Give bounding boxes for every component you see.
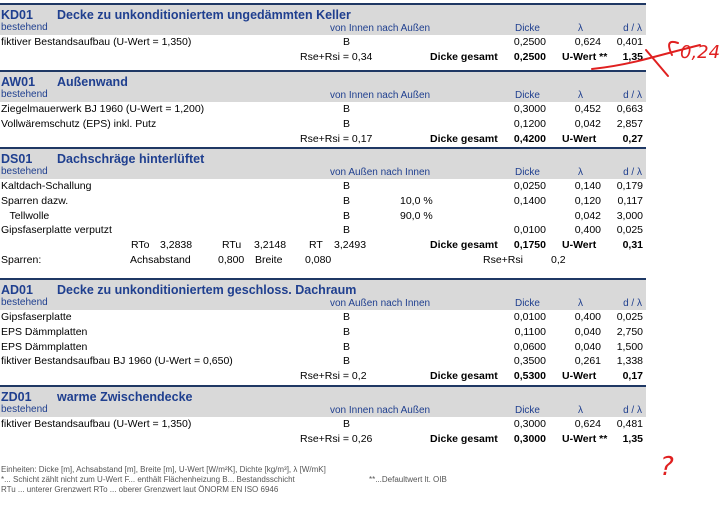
u-value: 0,17 (622, 370, 643, 383)
section-status: bestehend (1, 89, 48, 100)
summary-row: RTo 3,2838 RTu 3,2148 RT 3,2493 Dicke gesamt 0,1750 U-Wert 0,31 (131, 239, 643, 252)
section-ds01 (0, 147, 646, 268)
section-header (0, 385, 646, 417)
section-code: KD01 (1, 8, 33, 22)
u-value: 0,27 (622, 132, 643, 145)
summary-row: Rse+Rsi = 0,17 Dicke gesamt 0,4200 U-Wert 0,27 (300, 132, 643, 145)
layer-direction: von Innen nach Außen (330, 23, 431, 34)
layer-direction: von Außen nach Innen (330, 167, 431, 178)
col-ratio: d / λ (623, 167, 642, 178)
u-value: 0,31 (622, 239, 643, 252)
layer-direction: von Außen nach Innen (330, 298, 431, 309)
section-title: Decke zu unkonditioniertem ungedämmten Keller (57, 8, 351, 22)
rafter-row: Sparren: Achsabstand 0,800 Breite 0,080 Rse+Rsi 0,2 (1, 253, 566, 266)
section-header (0, 147, 646, 179)
col-ratio: d / λ (623, 23, 642, 34)
col-thickness: Dicke (514, 298, 540, 309)
section-ad01 (0, 278, 646, 384)
layer-row: EPS Dämmplatten B 0,0600 0,040 1,500 (1, 340, 643, 353)
col-thickness: Dicke (514, 405, 540, 416)
col-thickness: Dicke (514, 23, 540, 34)
section-status: bestehend (1, 22, 48, 33)
layer-row: Gipsfaserplatte B 0,0100 0,400 0,025 (1, 311, 643, 323)
section-status: bestehend (1, 297, 48, 308)
col-ratio: d / λ (623, 90, 642, 101)
section-header (0, 3, 646, 35)
section-title: Dachschräge hinterlüftet (57, 152, 205, 166)
section-aw01 (0, 70, 646, 146)
summary-row: Rse+Rsi = 0,34 Dicke gesamt 0,2500 U-Wert ** 1,35 (300, 50, 643, 63)
layer-row: fiktiver Bestandsaufbau BJ 1960 (U-Wert = 0,650) B 0,3500 0,261 1,338 (1, 355, 643, 368)
section-code: AW01 (1, 75, 36, 89)
col-lambda: λ (578, 167, 583, 178)
col-thickness: Dicke (514, 167, 540, 178)
section-zd01 (0, 385, 646, 447)
u-value: 1,35 (622, 432, 643, 445)
col-lambda: λ (578, 405, 583, 416)
section-status: bestehend (1, 404, 48, 415)
layer-row: fiktiver Bestandsaufbau (U-Wert = 1,350) B 0,2500 0,624 0,401 (1, 36, 643, 48)
summary-row: Rse+Rsi = 0,26 Dicke gesamt 0,3000 U-Wert ** 1,35 (300, 432, 643, 445)
summary-row: Rse+Rsi = 0,2 Dicke gesamt 0,5300 U-Wert 0,17 (300, 370, 643, 383)
col-ratio: d / λ (623, 298, 642, 309)
handwritten-question: ? (660, 452, 674, 482)
layer-row: Vollwäremschutz (EPS) inkl. Putz B 0,1200 0,042 2,857 (1, 117, 643, 130)
section-kd01 (0, 3, 646, 65)
section-title: warme Zwischendecke (57, 390, 193, 404)
section-title: Decke zu unkonditioniertem geschloss. Dachraum (57, 283, 357, 297)
layer-row: Gipsfaserplatte verputzt B 0,0100 0,400 0,025 (1, 224, 643, 237)
layer-row: Kaltdach-Schallung B 0,0250 0,140 0,179 (1, 180, 643, 192)
layer-row: Ziegelmauerwerk BJ 1960 (U-Wert = 1,200) B 0,3000 0,452 0,663 (1, 103, 643, 115)
handwritten-value: 0,24 (680, 42, 721, 63)
section-header (0, 278, 646, 310)
section-code: ZD01 (1, 390, 32, 404)
col-lambda: λ (578, 23, 583, 34)
section-header (0, 70, 646, 102)
section-code: DS01 (1, 152, 33, 166)
layer-row: Tellwolle B 90,0 % 0,042 3,000 (1, 209, 643, 222)
layer-row: Sparren dazw. B 10,0 % 0,1400 0,120 0,117 (1, 194, 643, 207)
col-thickness: Dicke (514, 90, 540, 101)
col-lambda: λ (578, 90, 583, 101)
layer-direction: von Innen nach Außen (330, 405, 431, 416)
u-value: 1,35 (622, 50, 643, 63)
section-status: bestehend (1, 166, 48, 177)
section-title: Außenwand (57, 75, 128, 89)
layer-row: fiktiver Bestandsaufbau (U-Wert = 1,350) B 0,3000 0,624 0,481 (1, 418, 643, 430)
layer-direction: von Innen nach Außen (330, 90, 431, 101)
col-ratio: d / λ (623, 405, 642, 416)
col-lambda: λ (578, 298, 583, 309)
section-code: AD01 (1, 283, 33, 297)
layer-row: EPS Dämmplatten B 0,1100 0,040 2,750 (1, 325, 643, 338)
